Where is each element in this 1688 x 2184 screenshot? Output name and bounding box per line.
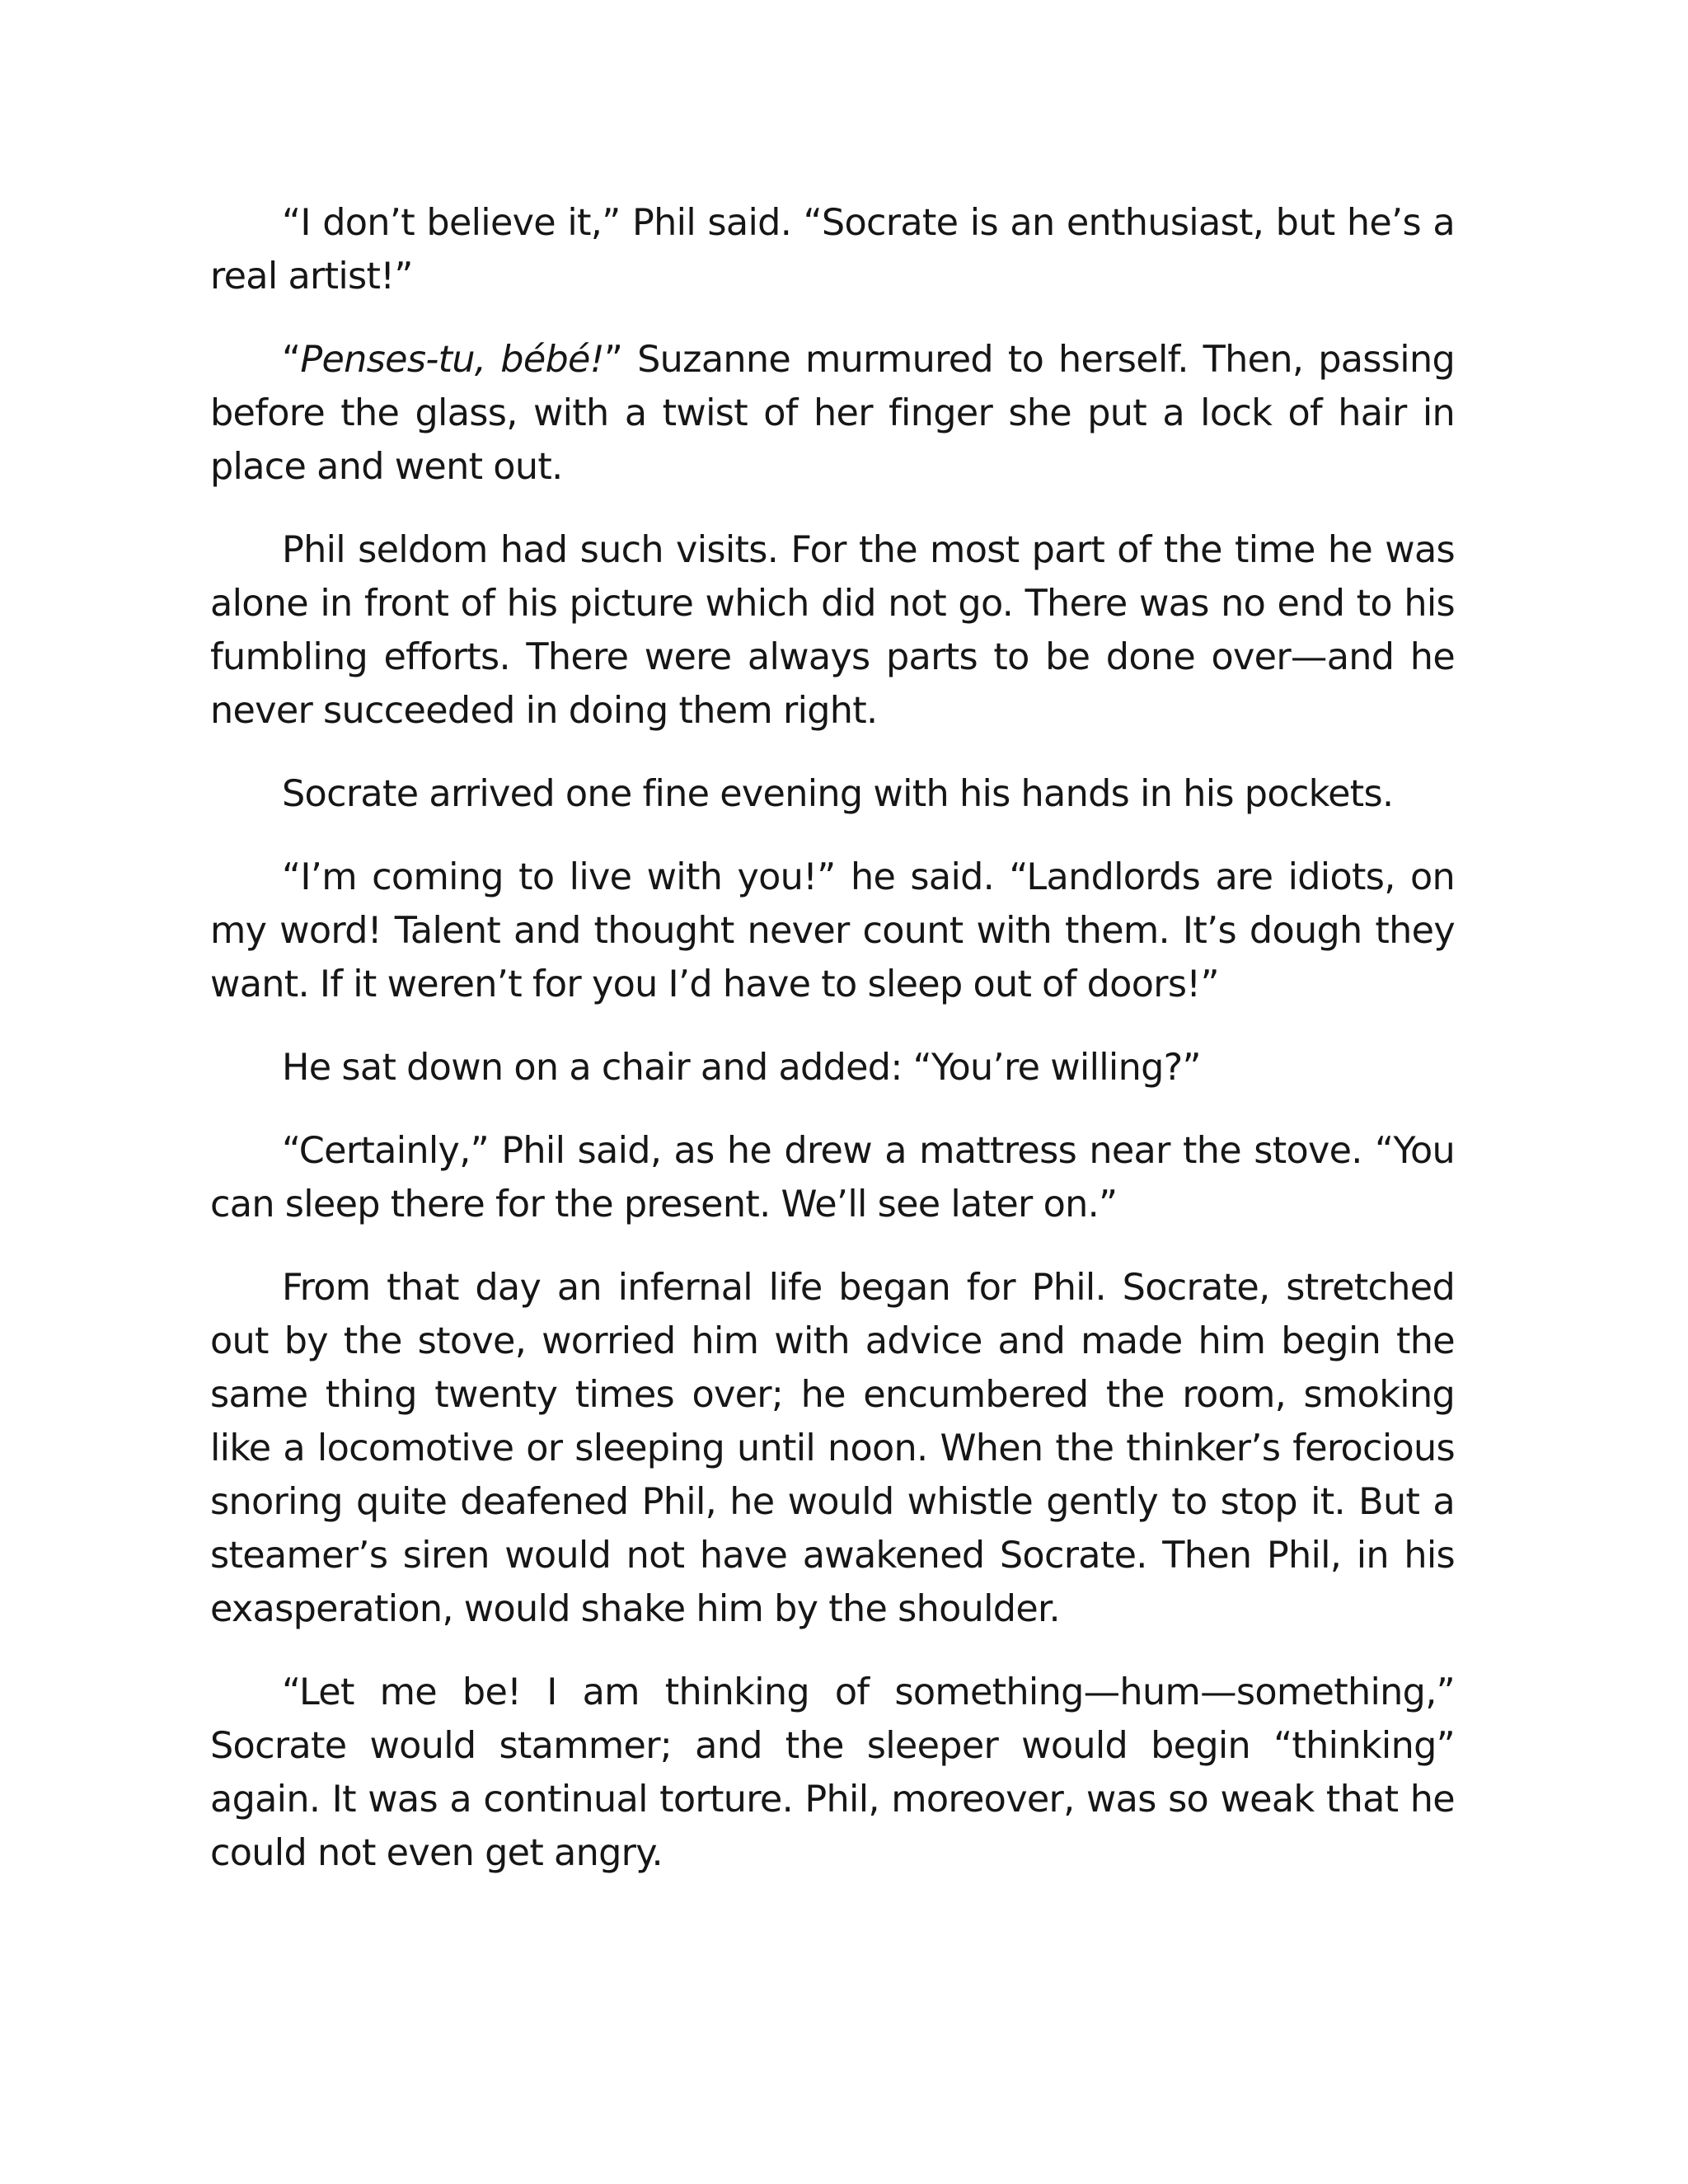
- paragraph-5: “I’m coming to live with you!” he said. “Landlords are idiots, on my word! Talent and thought never count with them. It’s dough they want. If it weren’t for you I’d have to sleep out of doors!”: [210, 856, 1455, 1005]
- paragraph-7: “Certainly,” Phil said, as he drew a mattress near the stove. “You can sleep there for the present. We’ll see later on.”: [210, 1130, 1455, 1226]
- body-text: [210, 196, 1455, 1880]
- paragraph-9: “Let me be! I am thinking of something—hum—something,” Socrate would stammer; and the sleeper would begin “thinking” again. It was a continual torture. Phil, moreover, was so weak that he could not even get angry.: [210, 1671, 1455, 1874]
- italic-phrase: Penses-tu, bébé!: [300, 339, 604, 381]
- paragraph-2: “Penses-tu, bébé!” Suzanne murmured to herself. Then, passing before the glass, with a twist of her finger she put a lock of hair in place and went out.: [210, 339, 1455, 488]
- paragraph-3: Phil seldom had such visits. For the most part of the time he was alone in front of his picture which did not go. There was no end to his fumbling efforts. There were always parts to be done over—and he never succeeded in doing them right.: [210, 529, 1455, 732]
- paragraph-4: Socrate arrived one fine evening with his hands in his pockets.: [282, 773, 1394, 815]
- paragraph-8: From that day an infernal life began for Phil. Socrate, stretched out by the stove, worried him with advice and made him begin the same thing twenty times over; he encumbered the room, smoking like a locomotive or sleeping until noon. When the thinker’s ferocious snoring quite deafened Phil, he would whistle gently to stop it. But a steamer’s siren would not have awakened Socrate. Then Phil, in his exasperation, would shake him by the shoulder.: [210, 1267, 1455, 1630]
- paragraph-6: He sat down on a chair and added: “You’re willing?”: [282, 1047, 1201, 1089]
- paragraph-1: “I don’t believe it,” Phil said. “Socrate is an enthusiast, but he’s a real artist!”: [210, 202, 1455, 298]
